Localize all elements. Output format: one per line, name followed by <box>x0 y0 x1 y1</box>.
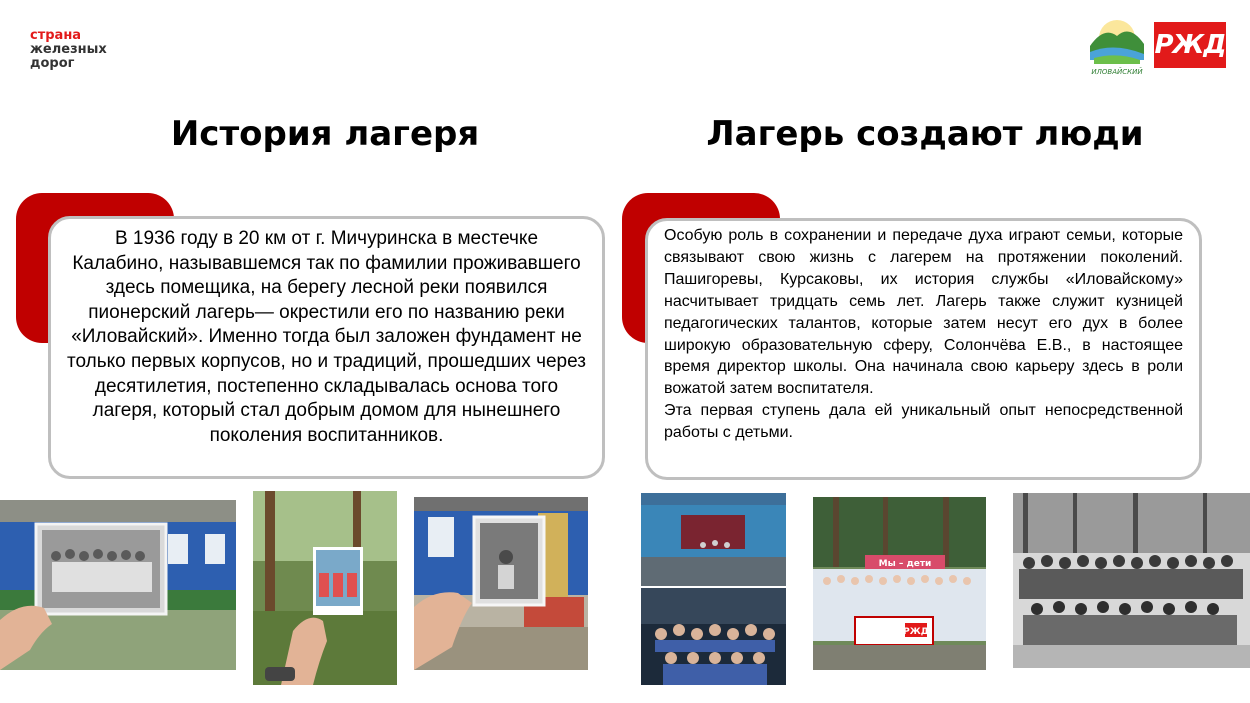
history-text: В 1936 году в 20 км от г. Мичуринска в местечке Калабино, называвшемся так по фамилии проживавшего здесь помещика, на берегу лесной реки появился пионерский лагерь— окрестили его по названию реки «Иловайский». Именно тогда был заложен фундамент не только первых корпусов, но и традиций, прошедших через десятилетия, постепенно складывалась основа того лагеря, который стал добрым домом для нынешнего поколения воспитанников. <box>67 228 586 446</box>
brand-logo <box>30 29 107 71</box>
photo-group-indoor <box>641 588 786 685</box>
history-text-card <box>48 216 605 479</box>
brand-line-1: страна <box>30 28 82 43</box>
photo-porch-held <box>414 497 588 670</box>
photo-historic-group <box>1013 493 1250 668</box>
banner-text: Мы – дети <box>878 559 932 569</box>
photo-old-building-held <box>0 500 236 670</box>
people-paragraph-1: Особую роль в сохранении и передаче духа играют семьи, которые связывают свою жизнь с лагерем на протяжении поколений. Пашигоревы, Курсаковы, их история службы «Иловайскому» насчитывает тридцать семь лет. Лагерь также служит кузницей педагогических талантов, которые затем несут его дух в более широкую образовательную сферу, Солончёва Е.В., в настоящее время директор школы. Она начинала свою карьеру здесь в роли вожатой затем воспитателя. <box>664 227 1183 398</box>
flag-rzd-text: РЖД <box>903 627 929 637</box>
brand-line-2: железных <box>30 42 107 57</box>
camp-emblem-icon <box>1084 12 1150 78</box>
rzd-logo: РЖД <box>1154 22 1226 68</box>
people-text-card <box>645 218 1202 480</box>
photo-group-banner <box>813 497 986 670</box>
camp-logo-caption: ИЛОВАЙСКИЙ <box>1091 68 1143 76</box>
right-title: Лагерь создают люди <box>706 114 1144 154</box>
left-title: История лагеря <box>170 114 480 154</box>
brand-line-3: дорог <box>30 56 75 71</box>
photo-camp-held-forest <box>253 491 397 685</box>
people-paragraph-2: Эта первая ступень дала ей уникальный опыт непосредственной работы с детьми. <box>664 402 1183 442</box>
photo-stage <box>641 493 786 586</box>
